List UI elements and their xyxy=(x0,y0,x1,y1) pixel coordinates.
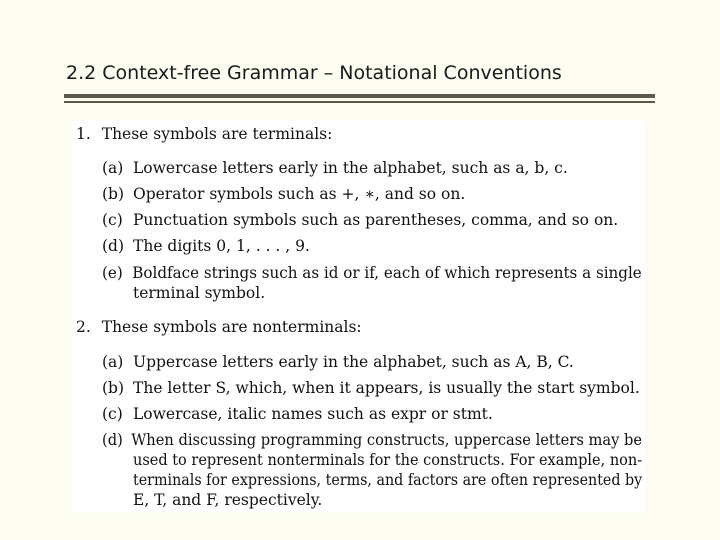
item-text-line: E, T, and F, respectively. xyxy=(133,491,323,509)
section-1-number: 1. xyxy=(76,125,91,143)
section-2-title: These symbols are nonterminals: xyxy=(101,318,362,336)
item-text: Lowercase, italic names such as expr or stmt. xyxy=(133,405,493,423)
item-label: (c) xyxy=(102,405,123,423)
item-text-line: terminals for expressions, terms, and factors are often represented by xyxy=(133,471,643,489)
item-label: (d) xyxy=(102,237,125,255)
title-divider-thick xyxy=(64,94,655,98)
item-text-line: terminal symbol. xyxy=(133,284,266,302)
item-text-line: Boldface strings such as id or if, each of which represents a single xyxy=(132,264,642,282)
item-label: (a) xyxy=(102,159,124,177)
list-item-continuation xyxy=(133,283,265,303)
item-text: Uppercase letters early in the alphabet, such as A, B, C. xyxy=(133,353,574,371)
item-label: (e) xyxy=(102,264,123,282)
title-divider-thin xyxy=(64,101,655,103)
item-label: (c) xyxy=(102,211,123,229)
item-text: The letter S, which, when it appears, is usually the start symbol. xyxy=(133,379,640,397)
item-text: Lowercase letters early in the alphabet, such as a, b, c. xyxy=(133,159,568,177)
slide-title: 2.2 Context-free Grammar – Notational Conventions xyxy=(66,62,562,84)
list-item-continuation xyxy=(133,470,642,490)
list-item-continuation xyxy=(133,490,322,510)
section-1-heading xyxy=(76,124,332,144)
item-text: The digits 0, 1, . . . , 9. xyxy=(133,237,310,255)
section-2-number: 2. xyxy=(76,318,91,336)
item-text-line: used to represent nonterminals for the constructs. For example, non- xyxy=(133,451,643,469)
item-label: (b) xyxy=(102,185,125,203)
item-text-line: When discussing programming constructs, uppercase letters may be xyxy=(131,431,643,449)
item-text: Operator symbols such as +, ∗, and so on. xyxy=(133,185,466,203)
notational-conventions-list xyxy=(71,121,646,513)
item-label: (a) xyxy=(102,353,124,371)
section-1-title: These symbols are terminals: xyxy=(101,125,333,143)
item-label: (d) xyxy=(102,431,123,449)
item-label: (b) xyxy=(102,379,125,397)
item-text: Punctuation symbols such as parentheses, comma, and so on. xyxy=(133,211,619,229)
list-item-continuation xyxy=(133,450,642,470)
section-2-heading xyxy=(76,317,362,337)
